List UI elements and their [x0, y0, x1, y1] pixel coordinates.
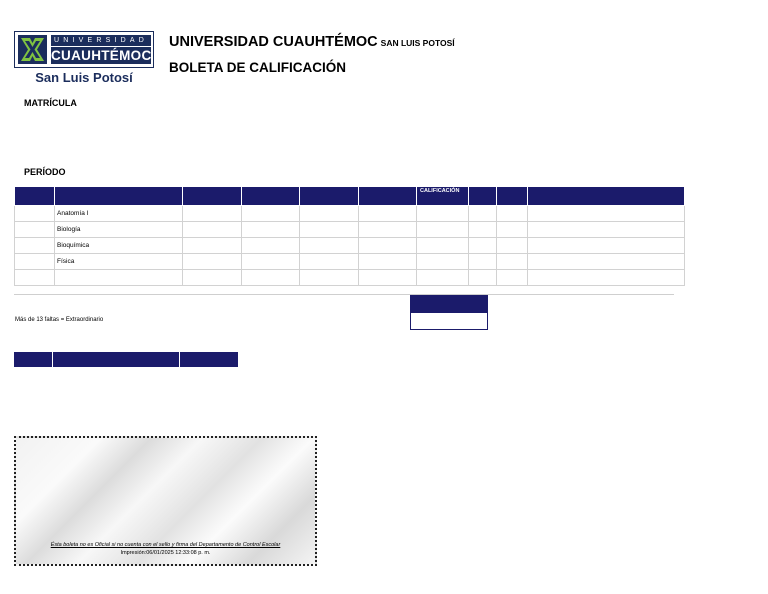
table-cell [15, 238, 55, 254]
logo-mark-icon [18, 35, 47, 64]
table-cell [497, 206, 528, 222]
secondary-header-cell [180, 352, 238, 367]
table-row [15, 222, 685, 238]
secondary-header-cell [53, 352, 179, 367]
table-row [15, 206, 685, 222]
divider [14, 294, 674, 295]
table-cell [359, 254, 417, 270]
subject-cell: Física [55, 254, 183, 270]
subject-cell: Anatomía I [55, 206, 183, 222]
table-cell [300, 238, 359, 254]
table-cell [497, 254, 528, 270]
col-header [528, 187, 685, 206]
table-cell [15, 270, 55, 286]
col-header [55, 187, 183, 206]
campus-name: SAN LUIS POTOSÍ [380, 38, 455, 48]
document-title: BOLETA DE CALIFICACIÓN [169, 60, 346, 75]
col-header [183, 187, 242, 206]
table-cell [528, 238, 685, 254]
table-cell [359, 222, 417, 238]
grade-cell [417, 238, 469, 254]
summary-value-cell [410, 312, 488, 330]
table-cell [242, 270, 300, 286]
table-cell [469, 254, 497, 270]
col-header [300, 187, 359, 206]
table-cell [497, 270, 528, 286]
table-row [15, 270, 685, 286]
table-cell [359, 206, 417, 222]
table-cell [15, 222, 55, 238]
table-cell [528, 206, 685, 222]
print-timestamp: Impresión:06/01/2025 12:33:08 p. m. [120, 550, 211, 556]
secondary-header-cell [14, 352, 52, 367]
table-row [15, 238, 685, 254]
official-stamp-area [14, 436, 317, 566]
table-cell [469, 270, 497, 286]
table-cell [15, 254, 55, 270]
table-cell [528, 270, 685, 286]
grade-cell [417, 270, 469, 286]
table-cell [469, 238, 497, 254]
periodo-label: PERÍODO [24, 167, 66, 177]
grade-cell [417, 206, 469, 222]
table-cell [242, 238, 300, 254]
table-cell [528, 254, 685, 270]
table-cell [242, 222, 300, 238]
table-cell [300, 222, 359, 238]
table-row [15, 254, 685, 270]
table-cell [183, 238, 242, 254]
table-cell [359, 238, 417, 254]
col-header [242, 187, 300, 206]
table-cell [497, 222, 528, 238]
table-cell [183, 206, 242, 222]
subject-cell: Bioquímica [55, 238, 183, 254]
logo-top-text: UNIVERSIDAD [51, 35, 151, 46]
subject-cell [55, 270, 183, 286]
university-title [169, 34, 455, 50]
grade-cell [417, 254, 469, 270]
table-cell [469, 222, 497, 238]
table-cell [183, 254, 242, 270]
col-header [15, 187, 55, 206]
table-cell [359, 270, 417, 286]
table-cell [300, 270, 359, 286]
stamp-disclaimer: Ésta boleta no es Oficial si no cuenta con el sello y firma del Departamento de Control Escolar [50, 542, 281, 548]
logo-bottom-text: CUAUHTÉMOC [51, 48, 152, 63]
table-cell [183, 222, 242, 238]
absences-note: Más de 13 faltas = Extraordinario [15, 317, 104, 323]
col-header [359, 187, 417, 206]
grades-header-row [15, 187, 685, 206]
table-cell [242, 254, 300, 270]
table-cell [242, 206, 300, 222]
grade-cell [417, 222, 469, 238]
table-cell [300, 254, 359, 270]
table-cell [469, 206, 497, 222]
calificacion-header: CALIFICACIÓN [417, 187, 469, 206]
table-cell [15, 206, 55, 222]
university-logo [14, 31, 154, 68]
summary-header [410, 295, 488, 312]
subject-cell: Biología [55, 222, 183, 238]
table-cell [300, 206, 359, 222]
table-cell [528, 222, 685, 238]
col-header [497, 187, 528, 206]
logo-city: San Luis Potosí [35, 70, 133, 85]
grades-table [14, 186, 685, 286]
col-header [469, 187, 497, 206]
table-cell [183, 270, 242, 286]
matricula-label: MATRÍCULA [24, 98, 77, 108]
university-name: UNIVERSIDAD CUAUHTÉMOC [169, 34, 378, 50]
table-cell [497, 238, 528, 254]
